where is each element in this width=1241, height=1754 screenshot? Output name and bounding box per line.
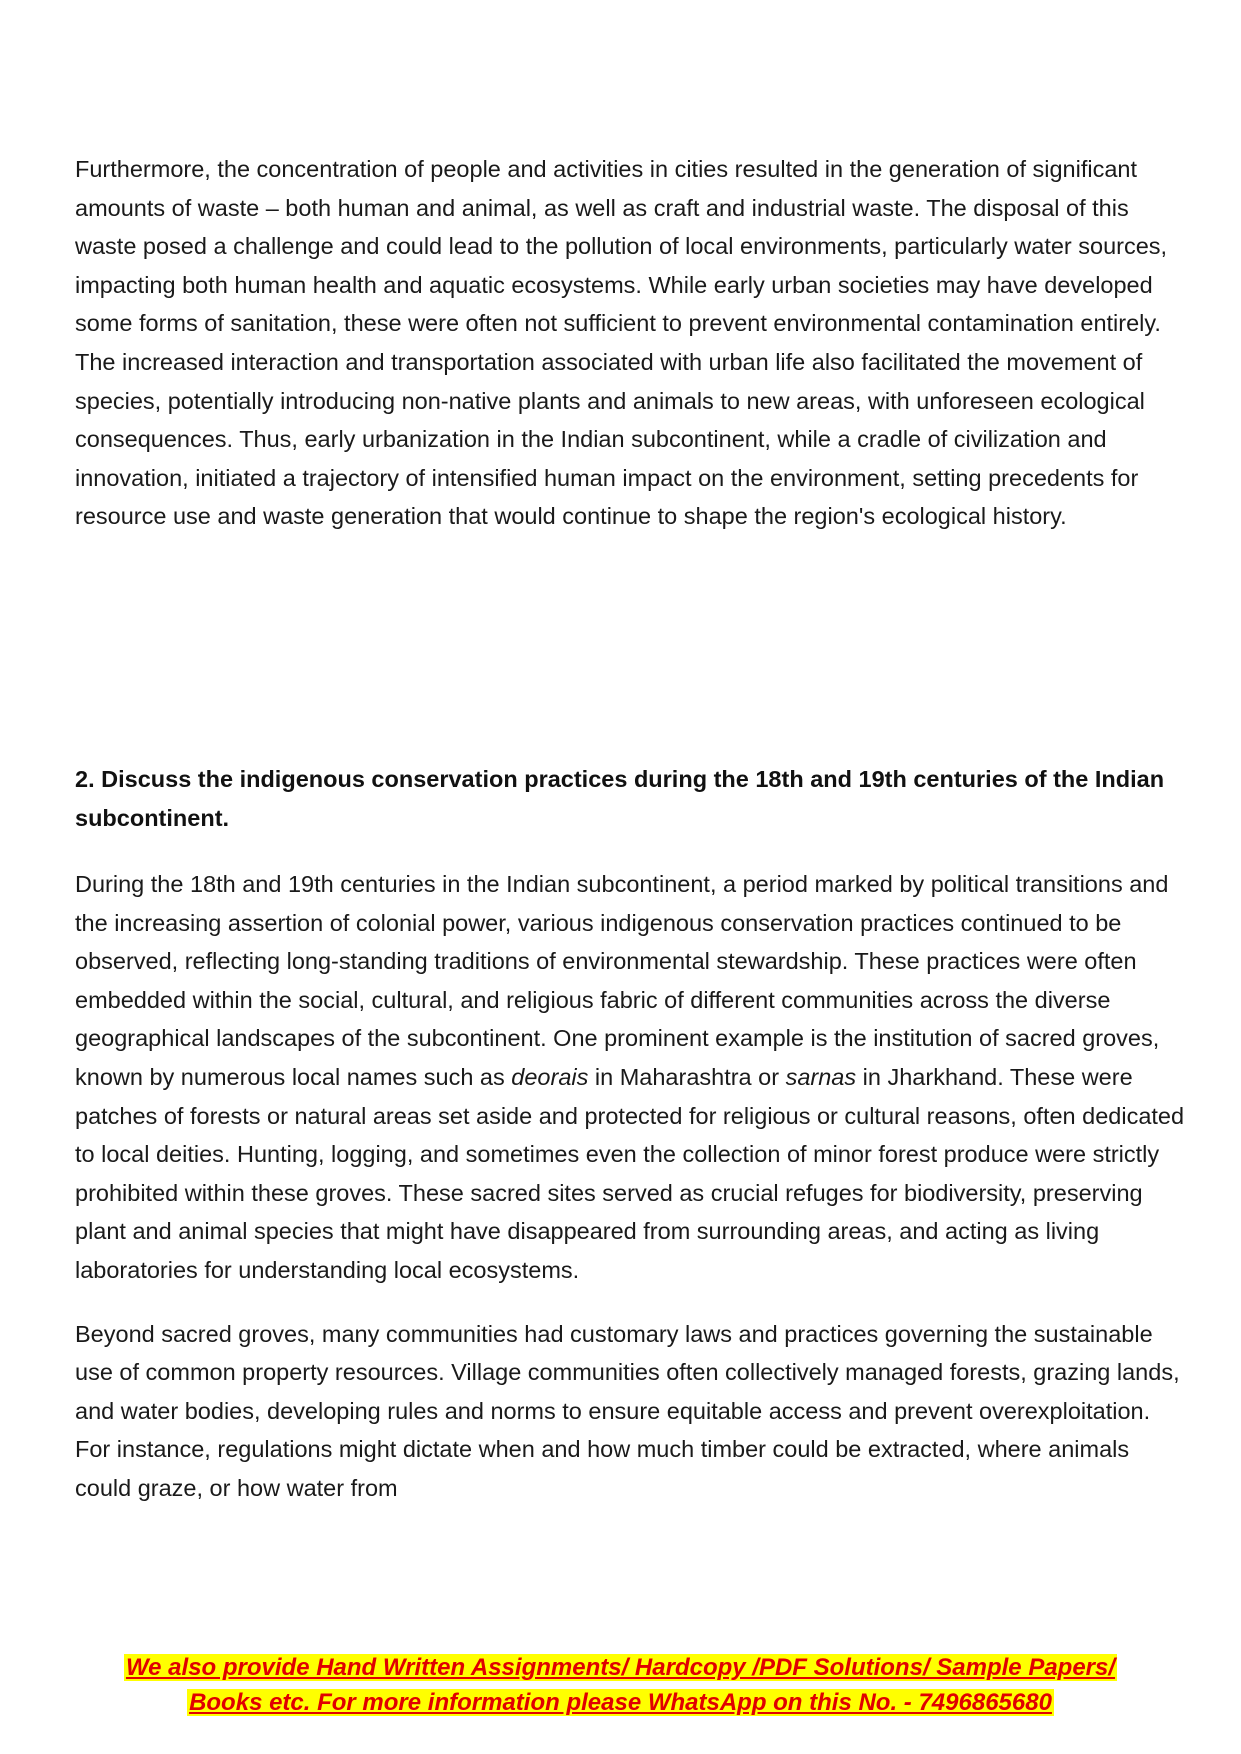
term-sarnas: sarnas [785, 1063, 857, 1090]
promo-banner [0, 1650, 1241, 1720]
question-2-answer [75, 865, 1185, 1508]
answer-p1-text-a: During the 18th and 19th centuries in the Indian subcontinent, a period marked by political transitions and the increasing assertion of colonial power, various indigenous conservation practices continued to be observed, reflecting long-standing traditions of environmental stewardship. These practices were often embedded within the social, cultural, and religious fabric of different communities across the diverse geographical landscapes of the subcontinent. One prominent example is the institution of sacred groves, known by numerous local names such as [75, 871, 1169, 1090]
section-1-paragraph: Furthermore, the concentration of people and activities in cities resulted in the generation of significant amounts of waste – both human and animal, as well as craft and industrial waste. The disposal of this waste posed a challenge and could lead to the pollution of local environments, particularly water sources, impacting both human health and aquatic ecosystems. While early urban societies may have developed some forms of sanitation, these were often not sufficient to prevent environmental contamination entirely. The increased interaction and transportation associated with urban life also facilitated the movement of species, potentially introducing non-native plants and animals to new areas, with unforeseen ecological consequences. Thus, early urbanization in the Indian subcontinent, while a cradle of civilization and innovation, initiated a trajectory of intensified human impact on the environment, setting precedents for resource use and waste generation that would continue to shape the region's ecological history. [75, 156, 1168, 530]
question-2-heading: 2. Discuss the indigenous conservation practices during the 18th and 19th centuries of the Indian subcontinent. [75, 766, 1165, 831]
answer-paragraph-1 [75, 865, 1185, 1290]
term-deorais: deorais [511, 1063, 589, 1090]
promo-line-2: Books etc. For more information please WhatsApp on this No. - 7496865680 [189, 1689, 1052, 1716]
section-1 [75, 150, 1185, 536]
promo-line-1: We also provide Hand Written Assignments/ Hardcopy /PDF Solutions/ Sample Papers/ [125, 1654, 1116, 1681]
answer-p1-text-b: in Maharashtra or [588, 1063, 786, 1090]
answer-p1-text-c: in Jharkhand. These were patches of forests or natural areas set aside and protected for religious or cultural reasons, often dedicated to local deities. Hunting, logging, and sometimes even the collection of minor forest produce were strictly prohibited within these groves. These sacred sites served as crucial refuges for biodiversity, preserving plant and animal species that might have disappeared from surrounding areas, and acting as living laboratories for understanding local ecosystems. [75, 1063, 1185, 1283]
answer-paragraph-2: Beyond sacred groves, many communities had customary laws and practices governing the sustainable use of common property resources. Village communities often collectively managed forests, grazing lands, and water bodies, developing rules and norms to ensure equitable access and prevent overexploitation. For instance, regulations might dictate when and how much timber could be extracted, where animals could graze, or how water from [75, 1320, 1180, 1501]
